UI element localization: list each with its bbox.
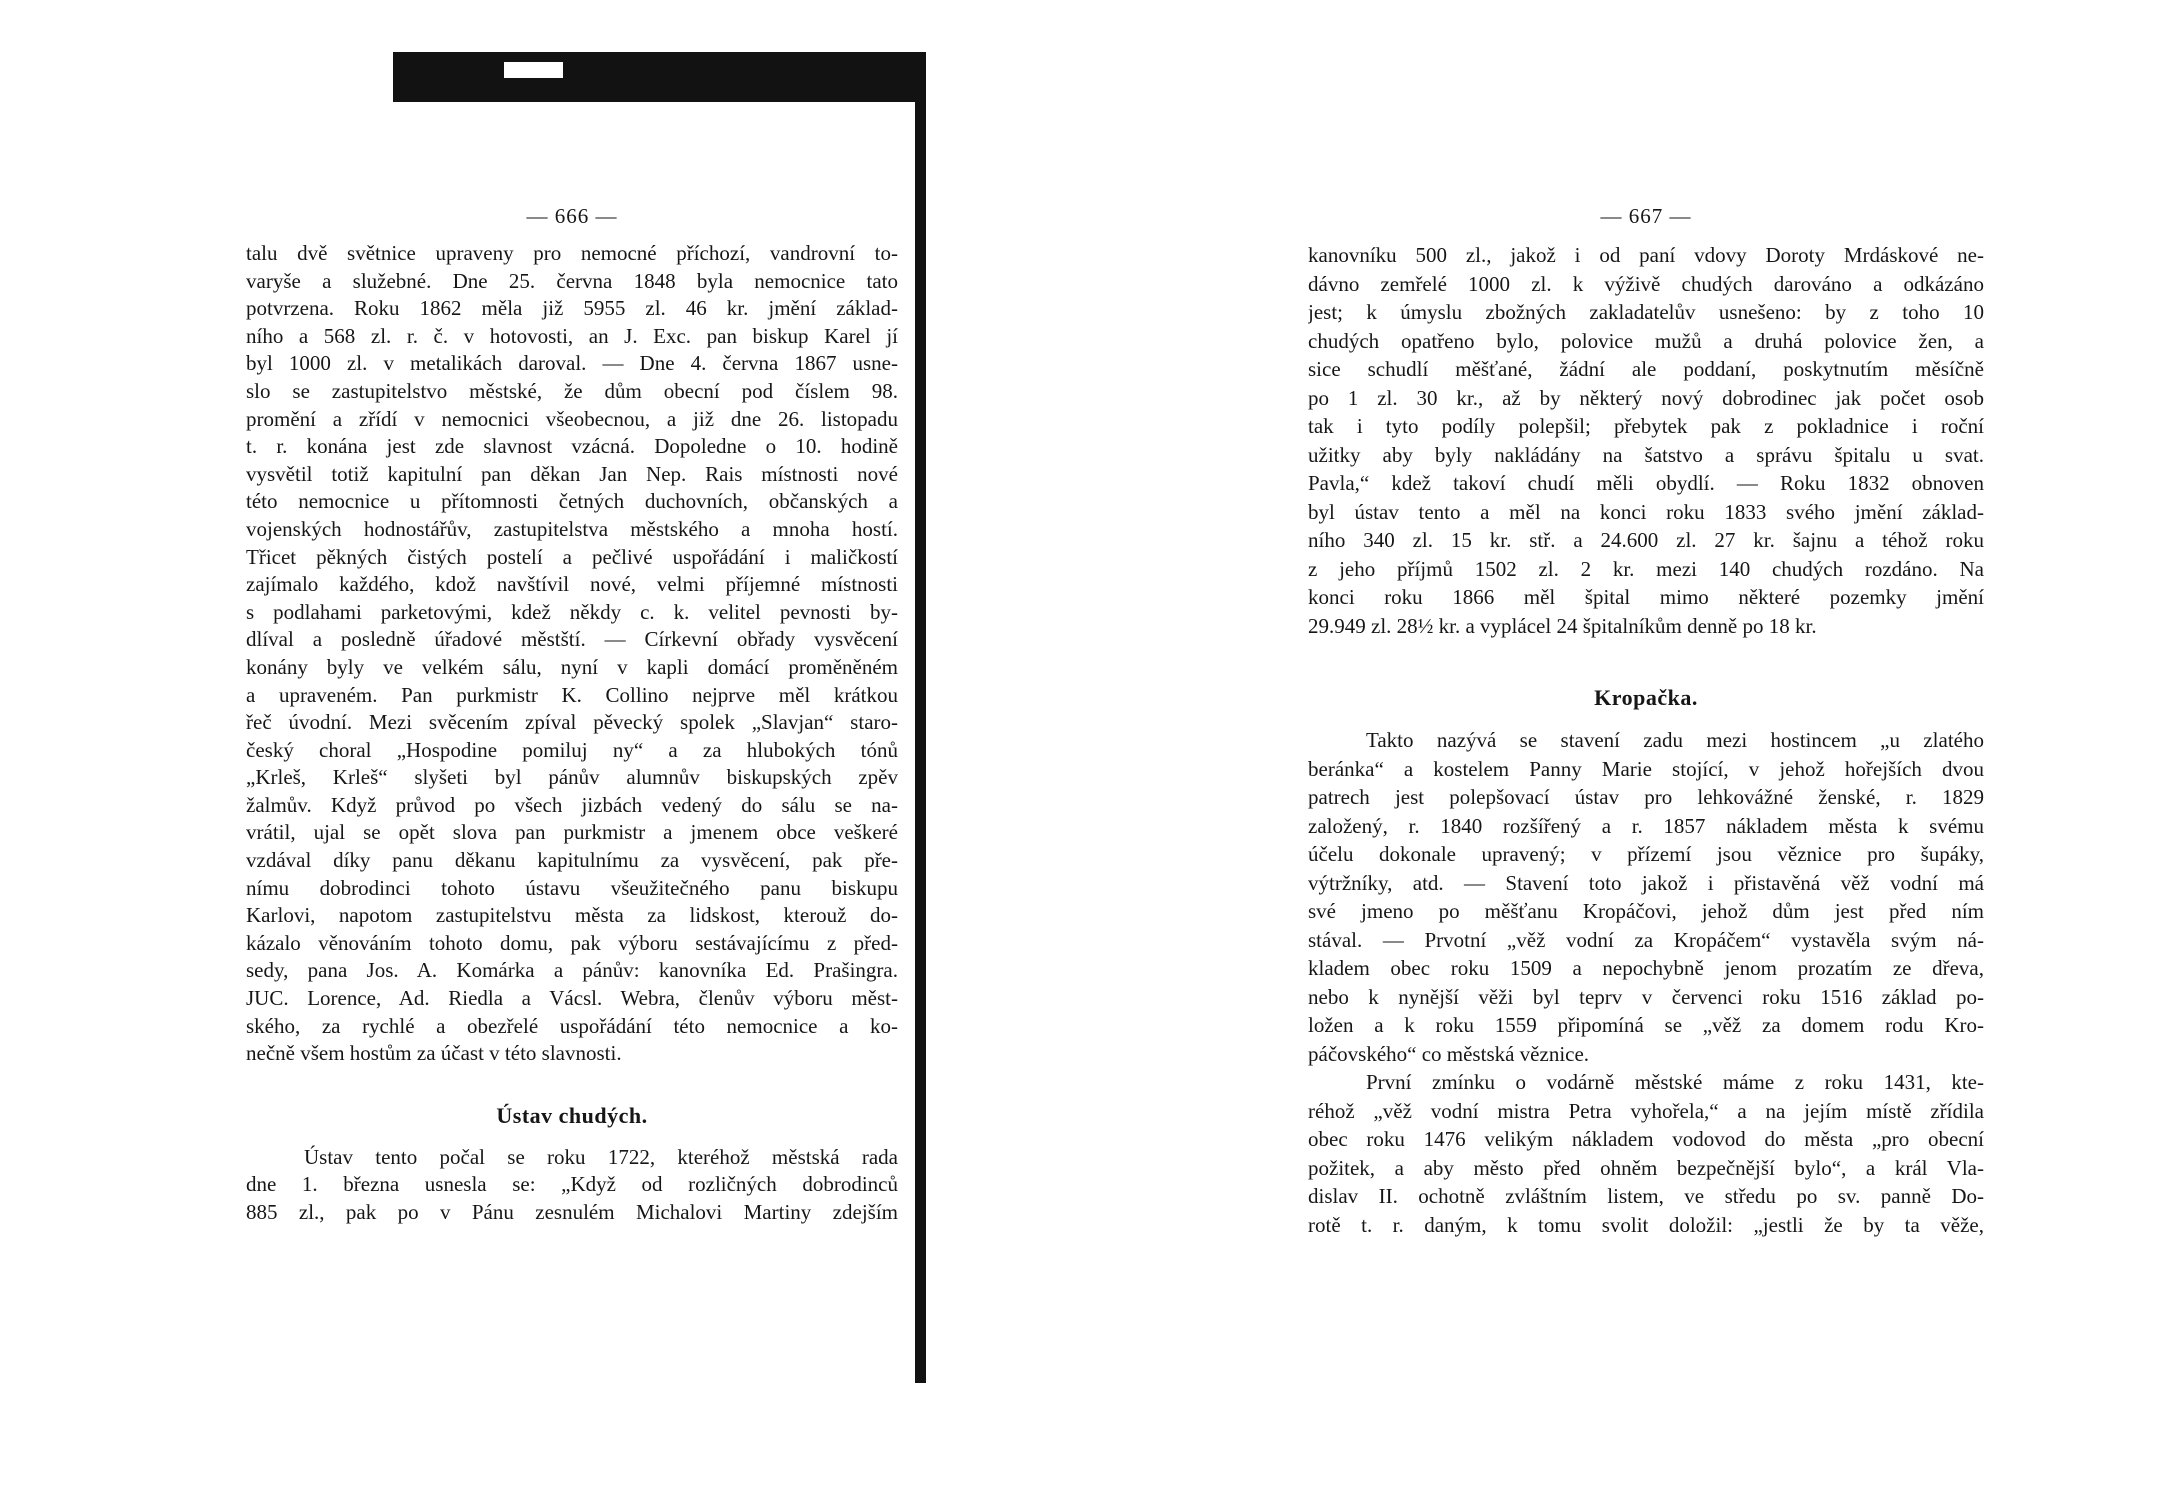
scan-tab-mark — [504, 62, 563, 78]
text-line: Takto nazývá se stavení zadu mezi hostincem „u zlatého — [1366, 728, 1984, 752]
text-line: nebo k nynější věži byl teprv v červenci roku 1516 základ po- — [1308, 984, 1984, 1009]
text-line: založený, r. 1840 rozšířený a r. 1857 nákladem města k svému — [1308, 813, 1984, 838]
text-line: Třicet pěkných čistých postelí a pečlivé uspořádání i maličkostí — [246, 544, 898, 569]
text-line: 885 zl., pak po v Pánu zesnulém Michalovi Martiny zdejším — [246, 1200, 898, 1224]
text-line: z jeho příjmů 1502 zl. 2 kr. mezi 140 chudých rozdáno. Na — [1308, 556, 1984, 581]
text-line: jest; k úmyslu zbožných zakladatelův usnešeno: by z toho 10 — [1308, 300, 1984, 324]
text-line: byl 1000 zl. v metalikách daroval. — Dne 4. června 1867 usne- — [246, 351, 898, 376]
paragraph — [1308, 1068, 1984, 1239]
section-heading: Kropačka. — [1594, 685, 1698, 710]
text-line: této nemocnice u přítomnosti četných duchovních, občanských a — [246, 489, 898, 514]
text-line: varyše a služebné. Dne 25. června 1848 byla nemocnice tato — [246, 268, 898, 293]
text-line: Pavla,“ kdež takoví chudí měli obydlí. — Roku 1832 obnoven — [1308, 471, 1984, 495]
text-line: První zmínku o vodárně městské máme z roku 1431, kte- — [1366, 1070, 1984, 1094]
text-line: obec roku 1476 velikým nákladem vodovod do města „pro obecní — [1308, 1127, 1984, 1151]
section-heading: Ústav chudých. — [496, 1102, 648, 1128]
text-line: chudých opatřeno bylo, polovice mužů a druhá polovice žen, a — [1308, 328, 1984, 353]
text-line: JUC. Lorence, Ad. Riedla a Vácsl. Webra, členův výboru měst- — [246, 986, 898, 1011]
text-line: a upraveném. Pan purkmistr K. Collino nejprve měl krátkou — [246, 682, 898, 707]
paragraph — [1308, 726, 1984, 1068]
text-line: zajímalo každého, kdož navštívil nové, velmi příjemné místnosti — [246, 572, 898, 597]
page-number: — 667 — — [1600, 204, 1692, 228]
spacer — [246, 1068, 898, 1088]
text-line: své jmeno po měšťanu Kropáčovi, jehož dům jest před ním — [1308, 899, 1984, 923]
text-line: patrech jest polepšovací ústav pro lehkovážné ženské, r. 1829 — [1308, 785, 1984, 809]
text-line: vrátil, ujal se opět slova pan purkmistr a jmenem obce veškeré — [246, 820, 898, 845]
text-line: český choral „Hospodine pomiluj ny“ a za hlubokých tónů — [246, 737, 898, 762]
text-line: dne 1. března usnesla se: „Když od rozličných dobrodinců — [246, 1172, 898, 1197]
text-line: réhož „věž vodní mistra Petra vyhořela,“ a na jejím místě zřídila — [1308, 1098, 1984, 1123]
text-line: promění a zřídí v nemocnici všeobecnou, a již dne 26. listopadu — [246, 406, 898, 431]
text-line: ského, za rychlé a obezřelé uspořádání této nemocnice a ko- — [246, 1013, 898, 1038]
text-line: potvrzena. Roku 1862 měla již 5955 zl. 46 kr. jmění základ- — [246, 296, 898, 321]
text-line: nímu dobrodinci tohoto ústavu všeužitečného panu biskupu — [246, 875, 898, 900]
text-line: řeč úvodní. Mezi svěcením zpíval pěvecký spolek „Slavjan“ staro- — [246, 710, 898, 735]
paragraph — [246, 240, 898, 1068]
page-body — [246, 240, 898, 1227]
spacer — [1308, 640, 1984, 670]
text-line: účelu dokonale upravený; v přízemí jsou věznice pro šupáky, — [1308, 842, 1984, 866]
text-line: užitky aby byly nakládány na šatstvo a správu špitalu u svat. — [1308, 442, 1984, 467]
text-line: po 1 zl. 30 kr., až by některý nový dobrodinec jak počet osob — [1308, 385, 1984, 410]
text-line: ložen a k roku 1559 připomíná se „věž za domem rodu Kro- — [1308, 1013, 1984, 1037]
text-line: slo se zastupitelstvo městské, že dům obecní pod číslem 98. — [246, 378, 898, 403]
text-line: kanovníku 500 zl., jakož i od paní vdovy Doroty Mrdáskové ne- — [1308, 243, 1984, 267]
text-line: byl ústav tento a měl na konci roku 1833 svého jmění základ- — [1308, 499, 1984, 524]
text-line: kázalo věnováním tohoto domu, pak výboru sestávajícímu z před- — [246, 930, 898, 955]
text-line: talu dvě světnice upraveny pro nemocné příchozí, vandrovní to- — [246, 241, 898, 265]
text-line: Ústav tento počal se roku 1722, kteréhož městská rada — [304, 1144, 898, 1169]
text-line: sice schudlí měšťané, žádní ale poddaní, poskytnutím měsíčně — [1308, 357, 1984, 381]
text-line: vysvětil totiž kapitulní pan děkan Jan Nep. Rais místnosti nové — [246, 461, 898, 486]
text-line: nečně všem hostům za účast v této slavnosti. — [246, 1041, 622, 1066]
page-body — [1308, 241, 1984, 1239]
text-line: s podlahami parketovými, kdež někdy c. k. velitel pevnosti by- — [246, 599, 898, 624]
paragraph — [1308, 241, 1984, 640]
text-line: vzdával díky panu děkanu kapitulnímu za vysvěcení, pak pře- — [246, 848, 898, 873]
text-line: dislav II. ochotně zvláštním listem, ve středu po sv. panně Do- — [1308, 1184, 1984, 1208]
scan-gutter-edge — [915, 95, 926, 1383]
text-line: beránka“ a kostelem Panny Marie stojící, v jehož hořejších dvou — [1308, 756, 1984, 781]
text-line: „Krleš, Krleš“ slyšeti byl pánův alumnův biskupských zpěv — [246, 765, 898, 790]
text-line: Karlovi, napotom zastupitelstvu města za lidskost, kterouž do- — [246, 903, 898, 928]
text-line: vojenských hodnostářův, zastupitelstva městského a mnoha hostí. — [246, 516, 898, 541]
page-number: — 666 — — [526, 204, 618, 228]
text-line: páčovského“ co městská věznice. — [1308, 1041, 1590, 1066]
text-line: 29.949 zl. 28½ kr. a vyplácel 24 špitalníkům denně po 18 kr. — [1308, 613, 1817, 638]
text-line: t. r. konána jest zde slavnost vzácná. Dopoledne o 10. hodině — [246, 434, 898, 459]
text-line: konány byly ve velkém sálu, nyní v kapli domácí proměněném — [246, 654, 898, 679]
text-line: ního a 568 zl. r. č. v hotovosti, an J. Exc. pan biskup Karel jí — [246, 323, 898, 348]
scan-border-top — [393, 52, 926, 102]
text-line: tak i tyto podíly polepšil; přebytek pak z pokladnice i roční — [1308, 414, 1984, 438]
text-line: požitek, a aby město před ohněm bezpečnější bylo“, a král Vla- — [1308, 1155, 1984, 1180]
text-line: kladem obec roku 1509 a nepochybně jenom prozatím ze dřeva, — [1308, 956, 1984, 980]
text-line: výtržníky, atd. — Stavení toto jakož i přistavěná věž vodní má — [1308, 870, 1984, 895]
paragraph — [246, 1144, 898, 1227]
text-line: stával. — Prvotní „věž vodní za Kropáčem“ vystavěla svým ná- — [1308, 927, 1984, 952]
text-line: sedy, pana Jos. A. Komárka a pánův: kanovníka Ed. Prašingra. — [246, 958, 898, 983]
text-line: rotě t. r. daným, k tomu svolit doložil: „jestli že by ta věže, — [1308, 1212, 1984, 1237]
text-line: konci roku 1866 měl špital mimo některé pozemky jmění — [1308, 585, 1984, 609]
text-line: dávno zemřelé 1000 zl. k výživě chudých darováno a odkázáno — [1308, 271, 1984, 296]
text-line: žalmův. Když průvod po všech jizbách vedený do sálu se na- — [246, 792, 898, 817]
text-line: ního 340 zl. 15 kr. stř. a 24.600 zl. 27 kr. šajnu a téhož roku — [1308, 528, 1984, 552]
text-line: dlíval a posledně úřadové městští. — Církevní obřady vysvěcení — [246, 627, 898, 652]
